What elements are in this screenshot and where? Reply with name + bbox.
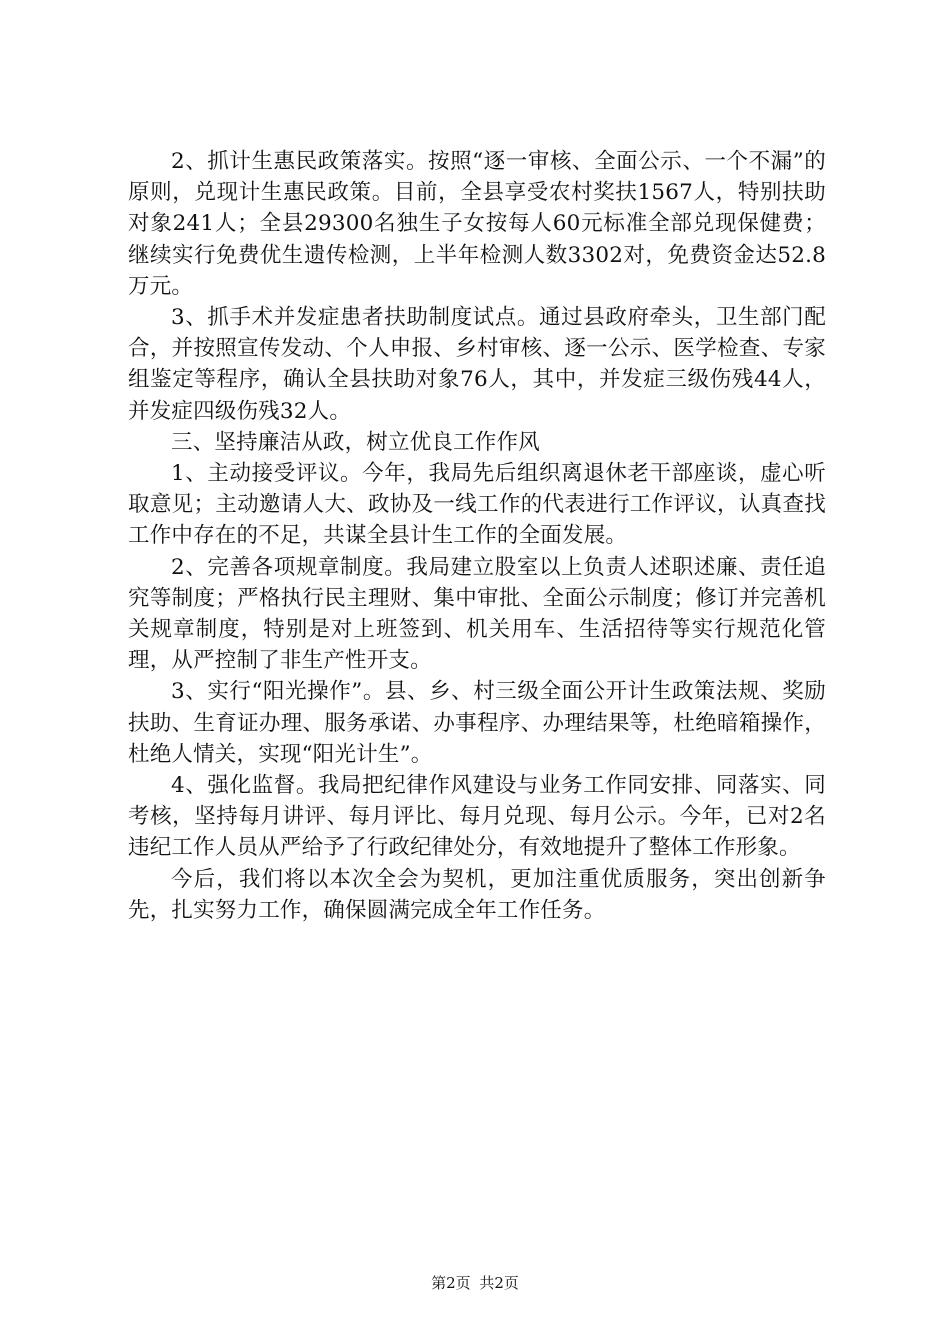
document-body (128, 146, 826, 926)
page-number-footer: 第2页 共2页 (431, 1274, 519, 1292)
paragraph-conclusion: 今后，我们将以本次全会为契机，更加注重优质服务，突出创新争先，扎实努力工作，确保圆满完成全年工作任务。 (128, 866, 826, 923)
paragraph-sunshine-operation: 3、实行“阳光操作”。县、乡、村三级全面公开计生政策法规、奖励扶助、生育证办理、服务承诺、办事程序、办理结果等，杜绝暗箱操作，杜绝人情关，实现“阳光计生”。 (128, 679, 826, 767)
paragraph-accept-review: 1、主动接受评议。今年，我局先后组织离退休老干部座谈，虚心听取意见；主动邀请人大、政协及一线工作的代表进行工作评议，认真查找工作中存在的不足，共谋全县计生工作的全面发展。 (128, 461, 826, 549)
paragraph-complication-assistance: 3、抓手术并发症患者扶助制度试点。通过县政府牵头，卫生部门配合，并按照宣传发动、个人申报、乡村审核、逐一公示、医学检查、专家组鉴定等程序，确认全县扶助对象76人，其中，并发症三级伤残44人，并发症四级伤残32人。 (128, 305, 826, 424)
paragraph-policy-implementation: 2、抓计生惠民政策落实。按照“逐一审核、全面公示、一个不漏”的原则，兑现计生惠民政策。目前，全县享受农村奖扶1567人，特别扶助对象241人；全县29300名独生子女按每人60元标准全部兑现保健费；继续实行免费优生遗传检测，上半年检测人数3302对，免费资金达52.8万元。 (128, 149, 826, 299)
paragraph-supervision: 4、强化监督。我局把纪律作风建设与业务工作同安排、同落实、同考核，坚持每月讲评、每月评比、每月兑现、每月公示。今年，已对2名违纪工作人员从严给予了行政纪律处分，有效地提升了整体工作形象。 (128, 773, 826, 861)
section-heading-integrity: 三、坚持廉洁从政，树立优良工作作风 (171, 429, 540, 455)
paragraph-rules-system: 2、完善各项规章制度。我局建立股室以上负责人述职述廉、责任追究等制度；严格执行民主理财、集中审批、全面公示制度；修订并完善机关规章制度，特别是对上班签到、机关用车、生活招待等实行规范化管理，从严控制了非生产性开支。 (128, 554, 826, 674)
